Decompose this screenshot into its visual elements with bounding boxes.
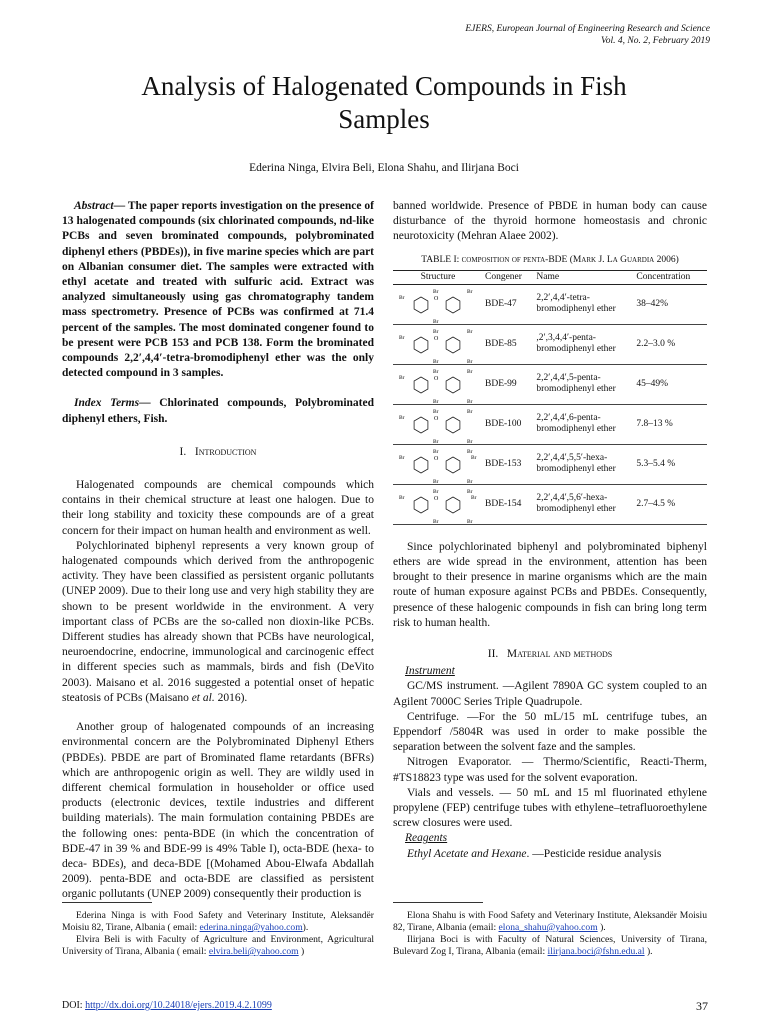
oxygen-label: O bbox=[434, 336, 439, 343]
section-heading-methods: II. Material and methods bbox=[487, 648, 613, 661]
bromine-label: Br bbox=[399, 495, 405, 502]
footnotes-right bbox=[393, 910, 707, 958]
bromine-label: Br bbox=[399, 335, 405, 342]
footnote-beli: Elvira Beli is with Faculty of Agriculture and Environment, Agricultural University of Tirana, Albania ( email: elvira.beli@yahoo.com ) bbox=[62, 934, 374, 957]
centrifuge-paragraph: Centrifuge. —For the 50 mL/15 mL centrifuge tubes, an Eppendorf /5804R was used in order to make possible the separation between the solvent faze and the samples. bbox=[393, 710, 707, 754]
bde-structure-diagram bbox=[395, 365, 479, 403]
bromine-label: Br bbox=[433, 289, 439, 296]
bromine-label: Br bbox=[433, 489, 439, 496]
column-header: Congener bbox=[483, 270, 534, 284]
structure-cell bbox=[393, 444, 483, 484]
oxygen-label: O bbox=[434, 416, 439, 423]
benzene-ring bbox=[414, 417, 428, 433]
journal-volume: Vol. 4, No. 2, February 2019 bbox=[601, 36, 710, 46]
footnote-ninga: Ederina Ninga is with Food Safety and Veterinary Institute, Aleksandër Moisiu 82, Tirane, Albania ( email: ederina.ninga@yahoo.com). bbox=[62, 910, 374, 933]
structure-cell bbox=[393, 324, 483, 364]
intro-paragraph-2: Polychlorinated biphenyl represents a very known group of halogenated compounds which derived from the anthropogenic activity. They have been classified as persistent organic pollutants (UNEP 2009). Due to their long use and very high stability they are shown to be present worldwide in the environment. A very important class of PCBs are the so-called non dioxin-like PCBs. Different studies has already shown that PCBs have neurological, neuroendocrine, endocrine, immunological and carcinogenic effect in different species such as mammals, birds and fish (DeVito 2003). Maisano et al. 2016 suggested a potential onset of hepatic steatosis of PCBs (Maisano et al. 2016). bbox=[62, 539, 374, 704]
table-row bbox=[393, 284, 707, 324]
reagents-heading: Reagents bbox=[405, 832, 448, 845]
table-row bbox=[393, 484, 707, 524]
congener-cell: BDE-85 bbox=[483, 324, 534, 364]
name-cell: ,2′,3,4,4′-penta-bromodiphenyl ether bbox=[534, 324, 634, 364]
bde-structure-diagram bbox=[395, 325, 479, 363]
concentration-cell: 45–49% bbox=[634, 364, 707, 404]
table-caption: TABLE I: composition of penta-BDE (Mark J. La Guardia 2006) bbox=[421, 254, 679, 265]
table-row bbox=[393, 444, 707, 484]
table-body bbox=[393, 284, 707, 524]
concentration-cell: 38–42% bbox=[634, 284, 707, 324]
benzene-ring bbox=[446, 417, 460, 433]
intro-paragraph-3: Another group of halogenated compounds of an increasing environmental concern are the Polybrominated Diphenyl Ethers (PBDEs). PBDE are part of Brominated flame retardants (BFRs) which are anthropogenic origin as well. They are wildly used in different chemical formulation in householder or office used products (electronic devices, textile industries and different building materials). The main formulation containing PBDEs are the following ones: penta-BDE (in which the concentration of BDE-47 in 39 % and BDE-99 is 49% Table I), octa-BDE (hexa- to deca- BDEs), and deca-BDE [(Mohamed Abou-Elwafa Abdallah 2009). penta-BDE and octa-BDE are classified as persistent organic pollutants (UNEP 2009) consequently their production is bbox=[62, 721, 374, 901]
paper-title: Analysis of Halogenated Compounds in Fish Samples bbox=[141, 71, 627, 134]
left-column bbox=[62, 199, 374, 903]
doi-link[interactable]: http://dx.doi.org/10.24018/ejers.2019.4.2.1099 bbox=[85, 1000, 272, 1011]
benzene-ring bbox=[446, 297, 460, 313]
footnotes-left bbox=[62, 910, 374, 958]
email-link-ninga[interactable]: ederina.ninga@yahoo.com bbox=[199, 922, 303, 933]
name-cell: 2,2′,4,4′,5,5′-hexa-bromodiphenyl ether bbox=[534, 444, 634, 484]
penta-bde-table bbox=[393, 270, 707, 525]
intro-paragraph-3-continued: banned worldwide. Presence of PBDE in human body can cause disturbance of the thyroid hormone homeostasis and chronic neurotoxicity (Mehran Alaee 2002). bbox=[393, 200, 707, 243]
bde-structure-diagram bbox=[395, 285, 479, 323]
author-list: Ederina Ninga, Elvira Beli, Elona Shahu, and Ilirjana Boci bbox=[249, 162, 519, 174]
doi-line: DOI: http://dx.doi.org/10.24018/ejers.2019.4.2.1099 bbox=[62, 1000, 272, 1011]
oxygen-label: O bbox=[434, 296, 439, 303]
footnote-rule bbox=[62, 902, 152, 903]
bromine-label: Br bbox=[467, 289, 473, 296]
name-cell: 2,2′,4,4′,5-penta-bromodiphenyl ether bbox=[534, 364, 634, 404]
vials-paragraph: Vials and vessels. — 50 mL and 15 ml fluorinated ethylene propylene (FEP) centrifuge tubes with ethylene–tetrafluoroethylene screw closures were used. bbox=[393, 786, 707, 830]
bromine-label: Br bbox=[467, 409, 473, 416]
footnote-boci: Ilirjana Boci is with Faculty of Natural Sciences, University of Tirana, Bulevard Zog I, Tirana, Albania (email: ilirjana.boci@fshn.edu.al ). bbox=[393, 934, 707, 957]
nitrogen-evaporator-paragraph: Nitrogen Evaporator. — Thermo/Scientific, Reacti-Therm, #TS18823 type was used for the solvent evaporation. bbox=[393, 756, 707, 784]
bromine-label: Br bbox=[433, 329, 439, 336]
bromine-label: Br bbox=[433, 319, 439, 324]
oxygen-label: O bbox=[434, 376, 439, 383]
name-cell: 2,2′,4,4′,5,6′-hexa-bromodiphenyl ether bbox=[534, 484, 634, 524]
benzene-ring bbox=[414, 457, 428, 473]
bromine-label: Br bbox=[433, 449, 439, 456]
bde-structure-diagram bbox=[395, 445, 479, 483]
bromine-label: Br bbox=[399, 295, 405, 302]
congener-cell: BDE-154 bbox=[483, 484, 534, 524]
benzene-ring bbox=[446, 457, 460, 473]
table-header-row bbox=[393, 270, 707, 284]
congener-cell: BDE-153 bbox=[483, 444, 534, 484]
bromine-label: Br bbox=[433, 399, 439, 404]
bromine-label: Br bbox=[471, 455, 477, 462]
paragraph-after-table: Since polychlorinated biphenyl and polybrominated biphenyl ethers are wide spread in the environment, attention has been brought to their presence in marine organisms which are the main route of human exposure against PCBs and PBDEs. Consequently, presence of these halogenic compounds in fish can bring long term risk to human health. bbox=[393, 540, 707, 629]
benzene-ring bbox=[414, 297, 428, 313]
oxygen-label: O bbox=[434, 456, 439, 463]
running-header bbox=[465, 23, 710, 47]
concentration-cell: 7.8–13 % bbox=[634, 404, 707, 444]
bromine-label: Br bbox=[433, 479, 439, 484]
footnote-shahu: Elona Shahu is with Food Safety and Veterinary Institute, Aleksandër Moisiu 82, Tirane, Albania (email: elona_shahu@yahoo.com ). bbox=[393, 910, 707, 933]
benzene-ring bbox=[446, 337, 460, 353]
name-cell: 2,2′,4,4′-tetra-bromodiphenyl ether bbox=[534, 284, 634, 324]
gcms-paragraph: GC/MS instrument. —Agilent 7890A GC system coupled to an Agilent 7000C Series Triple Quadrupole. bbox=[393, 680, 707, 708]
benzene-ring bbox=[414, 377, 428, 393]
bromine-label: Br bbox=[467, 449, 473, 456]
email-link-boci[interactable]: ilirjana.boci@fshn.edu.al bbox=[547, 946, 645, 957]
index-terms: Index Terms— Chlorinated compounds, Polybrominated diphenyl ethers, Fish. bbox=[62, 397, 374, 425]
column-header: Structure bbox=[393, 270, 483, 284]
email-link-shahu[interactable]: elona_shahu@yahoo.com bbox=[498, 922, 598, 933]
bromine-label: Br bbox=[399, 415, 405, 422]
bromine-label: Br bbox=[433, 409, 439, 416]
name-cell: 2,2′,4,4′,6-penta-bromodiphenyl ether bbox=[534, 404, 634, 444]
instrument-heading: Instrument bbox=[405, 665, 455, 678]
congener-cell: BDE-47 bbox=[483, 284, 534, 324]
bromine-label: Br bbox=[471, 495, 477, 502]
bromine-label: Br bbox=[433, 359, 439, 364]
bromine-label: Br bbox=[467, 399, 473, 404]
bromine-label: Br bbox=[467, 329, 473, 336]
oxygen-label: O bbox=[434, 496, 439, 503]
ethyl-acetate-paragraph: Ethyl Acetate and Hexane. —Pesticide residue analysis bbox=[407, 847, 662, 860]
table-row bbox=[393, 364, 707, 404]
bromine-label: Br bbox=[467, 479, 473, 484]
concentration-cell: 5.3–5.4 % bbox=[634, 444, 707, 484]
table-row bbox=[393, 404, 707, 444]
bromine-label: Br bbox=[467, 439, 473, 444]
benzene-ring bbox=[414, 337, 428, 353]
page-number: 37 bbox=[696, 999, 708, 1013]
concentration-cell: 2.7–4.5 % bbox=[634, 484, 707, 524]
bde-structure-diagram bbox=[395, 485, 479, 523]
column-header: Name bbox=[534, 270, 634, 284]
structure-cell bbox=[393, 284, 483, 324]
column-header: Concentration bbox=[634, 270, 707, 284]
bromine-label: Br bbox=[433, 439, 439, 444]
bromine-label: Br bbox=[467, 489, 473, 496]
bde-structure-diagram bbox=[395, 405, 479, 443]
bromine-label: Br bbox=[399, 375, 405, 382]
intro-paragraph-1: Halogenated compounds are chemical compounds which contains in their chemical structure at least one halogen. Due to their long stability and toxicity these compounds are of a great concern for their impact on human health and environment as well. bbox=[62, 479, 374, 537]
bromine-label: Br bbox=[467, 369, 473, 376]
bromine-label: Br bbox=[467, 519, 473, 524]
structure-cell bbox=[393, 364, 483, 404]
congener-cell: BDE-99 bbox=[483, 364, 534, 404]
right-column bbox=[393, 199, 707, 862]
concentration-cell: 2.2–3.0 % bbox=[634, 324, 707, 364]
bromine-label: Br bbox=[433, 519, 439, 524]
bromine-label: Br bbox=[399, 455, 405, 462]
abstract: Abstract— The paper reports investigation on the presence of 13 halogenated compounds (six chlorinated compounds, nd-like PCBs and seven brominated compounds, polybrominated diphenyl ethers (PBDEs)), in five marine species which are part on Albanian consumer diet. The samples were extracted with ethyl acetate and treated with sulfuric acid. Extract was analyzed simultaneously using gas chromatography tandem mass spectrometry. Presence of PCBs was confirmed at 71.4 percent of the samples. The most dominated congener found to be present were PCB 153 and PCB 138. Form the brominated compounds 2,2′,4,4′-tetra-bromodiphenyl ether was the only detected compound in 3 samples. bbox=[62, 200, 374, 380]
structure-cell bbox=[393, 404, 483, 444]
structure-cell bbox=[393, 484, 483, 524]
bromine-label: Br bbox=[467, 359, 473, 364]
benzene-ring bbox=[446, 497, 460, 513]
congener-cell: BDE-100 bbox=[483, 404, 534, 444]
benzene-ring bbox=[414, 497, 428, 513]
section-heading-introduction: I. Introduction bbox=[179, 445, 257, 458]
footnote-rule bbox=[393, 902, 483, 903]
table-row bbox=[393, 324, 707, 364]
email-link-beli[interactable]: elvira.beli@yahoo.com bbox=[208, 946, 299, 957]
bromine-label: Br bbox=[433, 369, 439, 376]
journal-name: EJERS, European Journal of Engineering Research and Science bbox=[465, 24, 710, 34]
benzene-ring bbox=[446, 377, 460, 393]
